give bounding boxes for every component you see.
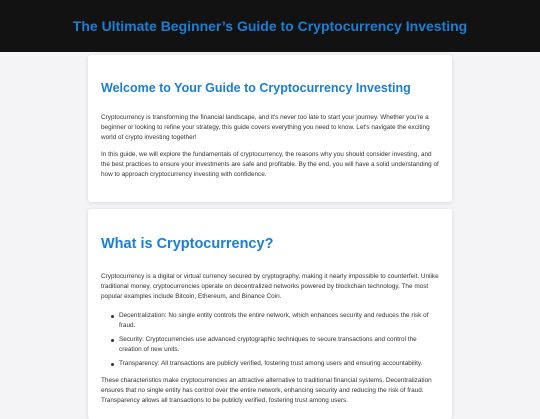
site-header	[0, 0, 540, 52]
section-heading: What is Cryptocurrency?	[101, 236, 274, 252]
intro-paragraph: Cryptocurrency is transforming the financial landscape, and it's never too late to start your journey. Whether you're a beginner or looking to refine your strategy, this guide covers everything you need to know. Let's navigate the exciting world of crypto investing together!	[101, 114, 430, 141]
list-item: Decentralization: No single entity controls the entire network, which enhances security and reduces the risk of fraud.	[119, 311, 439, 331]
intro-paragraph: In this guide, we will explore the fundamentals of cryptocurrency, the reasons why you should consider investing, and the best practices to ensure your investments are safe and profitable. By the end, you will have a solid understanding of how to approach cryptocurrency investing with confidence.	[101, 151, 439, 178]
list-item: Security: Cryptocurrencies use advanced cryptographic techniques to secure transactions and control the creation of new units.	[119, 335, 439, 355]
page-title: The Ultimate Beginner’s Guide to Cryptocurrency Investing	[72, 18, 468, 34]
intro-section	[88, 55, 452, 202]
intro-heading: Welcome to Your Guide to Cryptocurrency Investing	[101, 81, 411, 95]
section-paragraph: These characteristics make cryptocurrencies an attractive alternative to traditional financial systems. Decentralization ensures that no single entity has control over the entire network, enhancing security and reducing the risk of fraud. Transparency allows all transactions to be publicly verified, fostering trust among users.	[101, 377, 432, 404]
list-item: Transparency: All transactions are publicly verified, fostering trust among users and ensuring accountability.	[119, 359, 439, 369]
feature-list	[101, 311, 439, 369]
section-paragraph: Cryptocurrency is a digital or virtual currency secured by cryptography, making it nearly impossible to counterfeit. Unlike traditional money, cryptocurrencies operate on decentralized networks powered by blockchain technology. The most popular examples include Bitcoin, Ethereum, and Binance Coin.	[101, 273, 439, 300]
what-is-crypto-section	[88, 209, 452, 419]
